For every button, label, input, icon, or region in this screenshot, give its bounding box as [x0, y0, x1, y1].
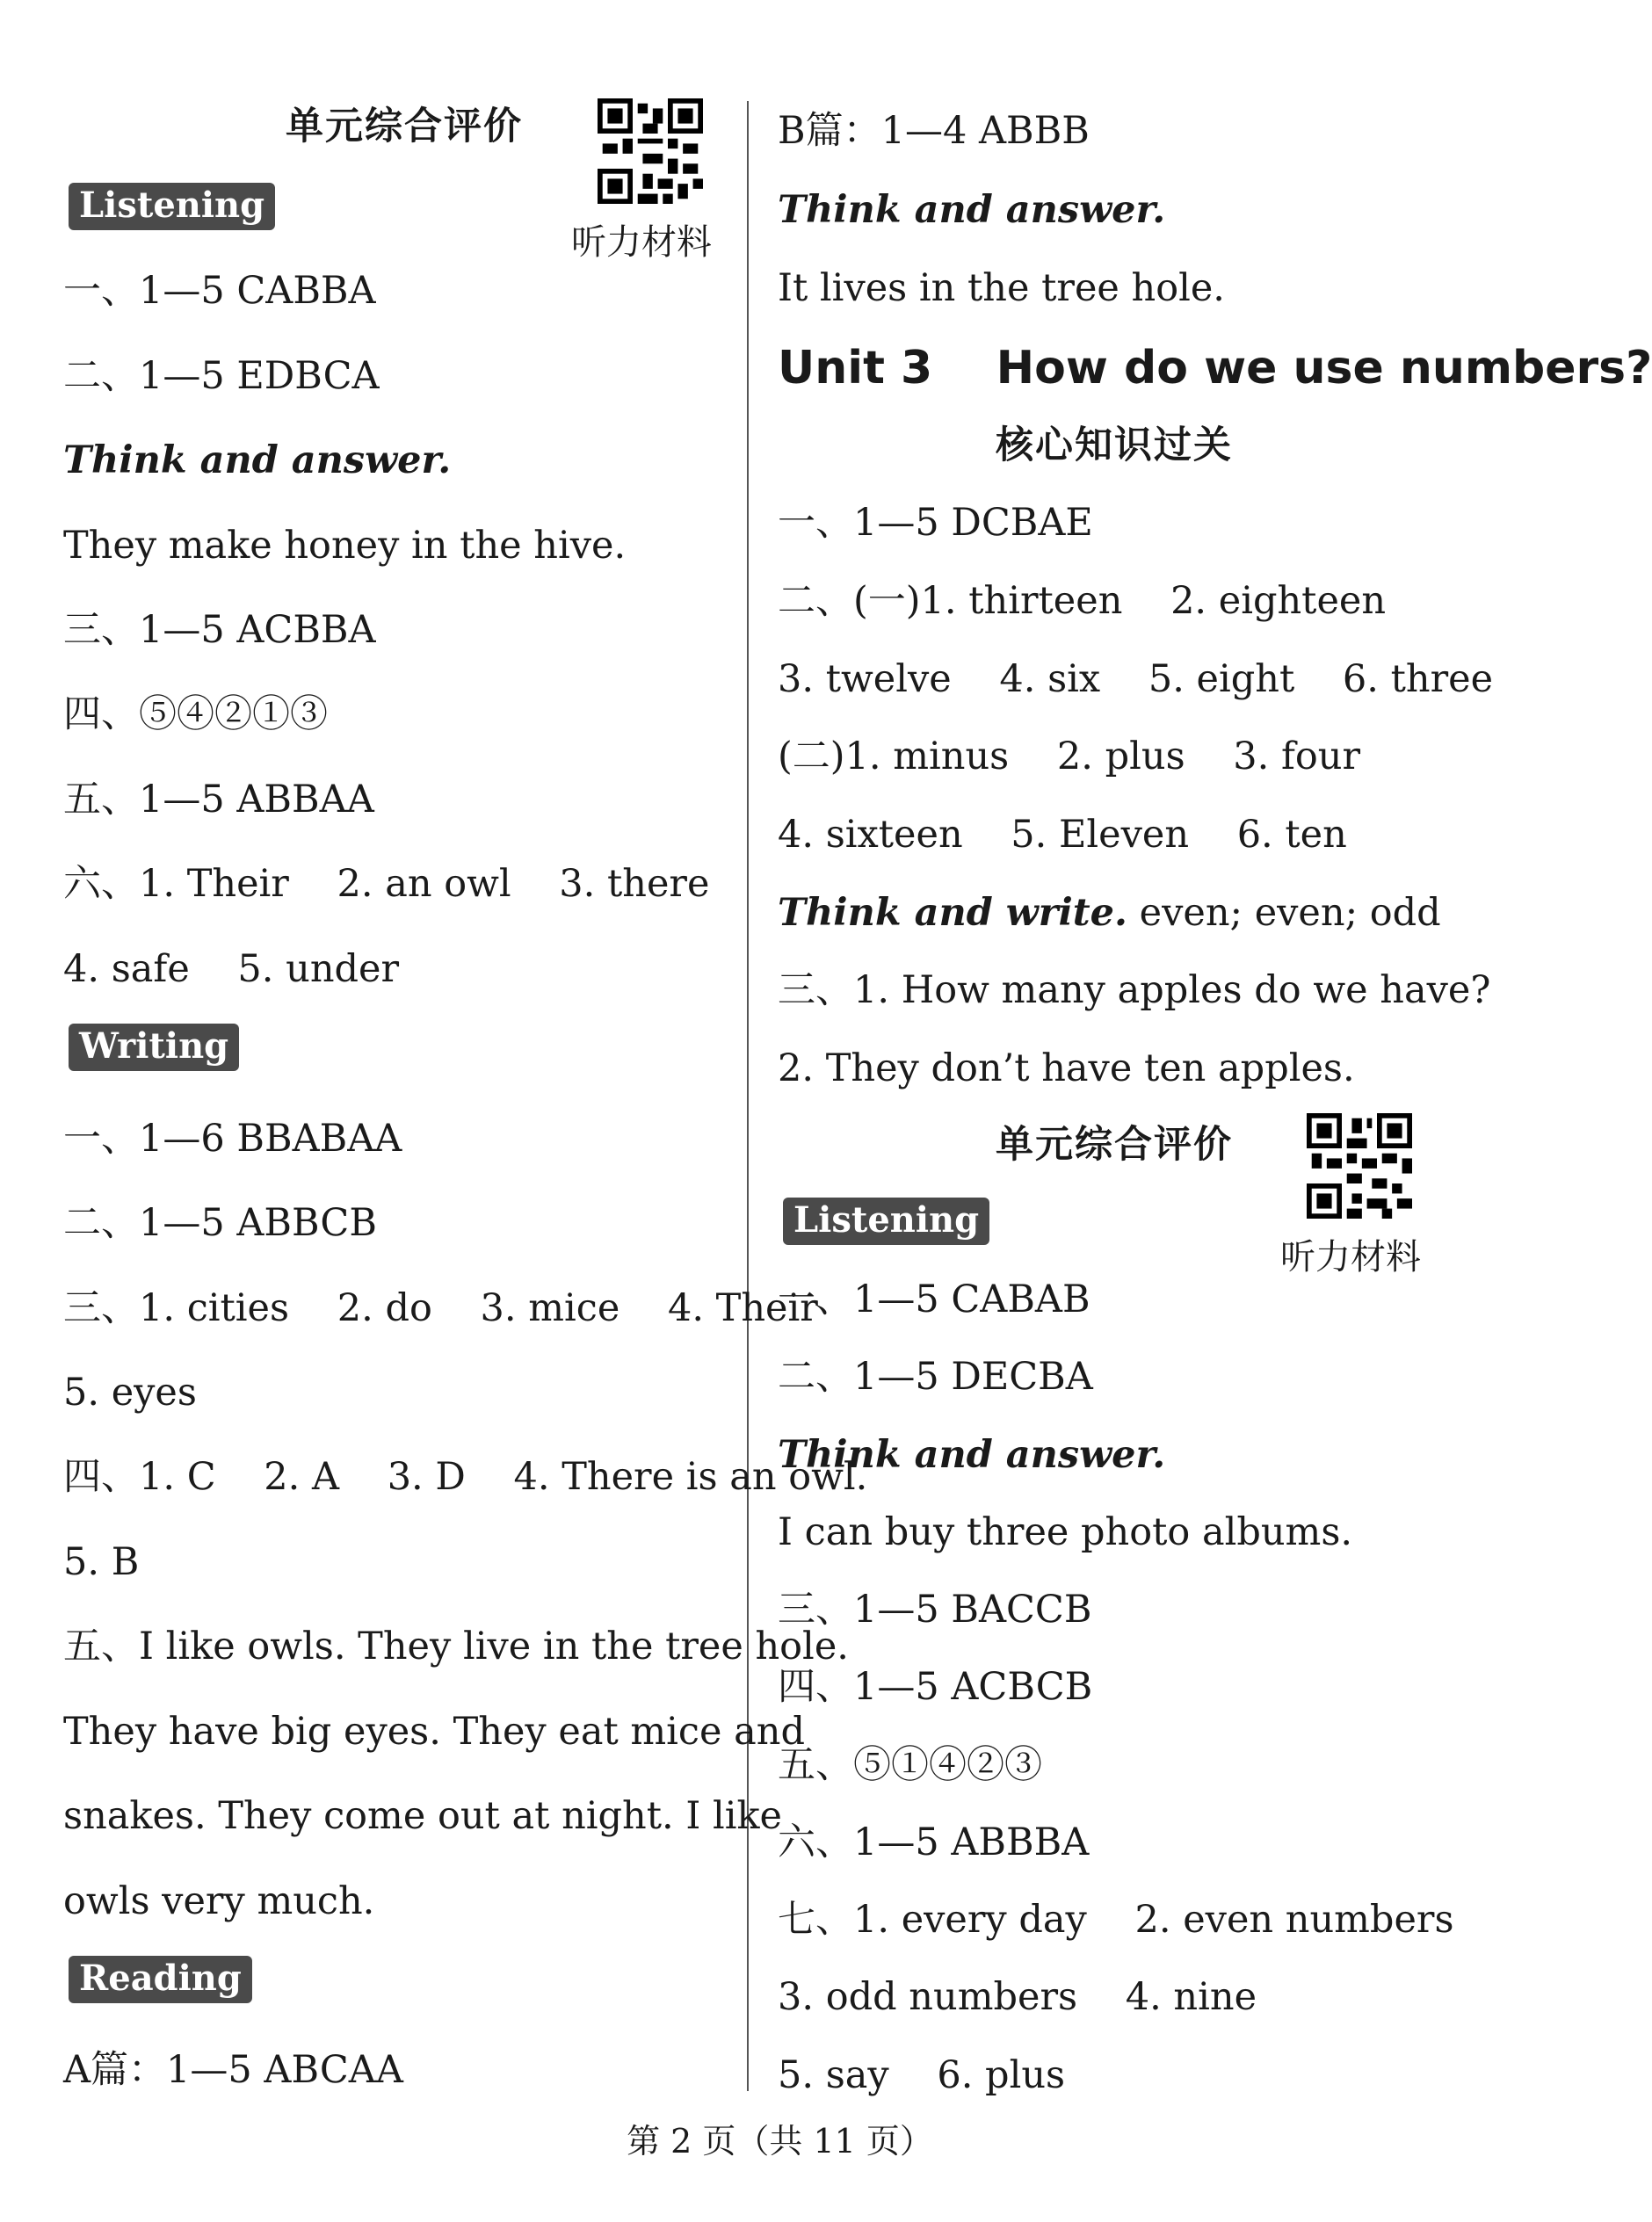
answer-line: 三、1. cities 2. do 3. mice 4. Their: [63, 1286, 818, 1330]
answer-line: 四、1—5 ACBCB: [778, 1665, 1093, 1709]
paragraph-line: snakes. They come out at night. I like: [63, 1794, 783, 1838]
unit-evaluation-title: 单元综合评价: [286, 105, 523, 148]
answer-line: 七、1. every day 2. even numbers: [778, 1898, 1454, 1942]
answer-line: B篇：1—4 ABBB: [778, 109, 1090, 153]
think-and-answer-heading: Think and answer.: [778, 188, 1166, 232]
listening-badge: Listening: [783, 1198, 989, 1245]
unit-heading: Unit 3 How do we use numbers?: [778, 342, 1652, 394]
page-number: 第 2 页（共 11 页）: [627, 2122, 933, 2160]
writing-badge: Writing: [69, 1024, 239, 1071]
answer-line: 一、1—5 CABBA: [63, 269, 376, 313]
qr-code-icon: [598, 98, 703, 204]
answer-line: I can buy three photo albums.: [778, 1510, 1353, 1554]
answer-line: 三、1—5 BACCB: [778, 1588, 1092, 1632]
answer-line: 五、⑤①④②③: [778, 1743, 1042, 1787]
unit-evaluation-title: 单元综合评价: [996, 1123, 1233, 1167]
answer-line: 一、1—6 BBABAA: [63, 1117, 402, 1161]
qr-code-icon: [1307, 1113, 1412, 1219]
think-and-write-heading: Think and write.: [778, 891, 1127, 935]
answer-line: 三、1—5 ACBBA: [63, 608, 376, 652]
answer-line: 五、1—5 ABBAA: [63, 778, 374, 821]
core-knowledge-title: 核心知识过关: [996, 423, 1233, 467]
think-and-write-line: [778, 891, 1441, 935]
qr-caption: 听力材料: [571, 222, 712, 263]
answer-line: (二)1. minus 2. plus 3. four: [778, 735, 1361, 778]
think-and-answer-heading: Think and answer.: [778, 1433, 1166, 1477]
answer-line: 5. eyes: [63, 1371, 197, 1415]
qr-caption: 听力材料: [1280, 1237, 1421, 1277]
answer-line: 二、1—5 DECBA: [778, 1355, 1093, 1399]
answer-line: 二、1—5 ABBCB: [63, 1201, 377, 1245]
answer-line: 2. They don’t have ten apples.: [778, 1046, 1355, 1090]
answer-line: 二、1—5 EDBCA: [63, 354, 380, 398]
answer-line: 六、1. Their 2. an owl 3. there: [63, 862, 710, 906]
answer-line: They make honey in the hive.: [63, 524, 627, 568]
paragraph-line: owls very much.: [63, 1879, 375, 1923]
think-and-answer-heading: Think and answer.: [63, 438, 452, 482]
think-and-write-answer: even; even; odd: [1127, 891, 1441, 935]
column-divider: [747, 101, 749, 2091]
answer-line: 5. say 6. plus: [778, 2053, 1066, 2097]
reading-badge: Reading: [69, 1956, 252, 2003]
answer-line: 3. odd numbers 4. nine: [778, 1975, 1257, 2019]
answer-line: 4. safe 5. under: [63, 947, 400, 991]
answer-line: 二、(一)1. thirteen 2. eighteen: [778, 579, 1387, 623]
answer-line: 六、1—5 ABBBA: [778, 1820, 1090, 1864]
answer-line: 4. sixteen 5. Eleven 6. ten: [778, 813, 1347, 857]
answer-line: 一、1—5 DCBAE: [778, 501, 1093, 545]
listening-badge: Listening: [69, 183, 275, 230]
answer-line: 四、⑤④②①③: [63, 692, 328, 736]
paragraph-line: 五、I like owls. They live in the tree hole.: [63, 1625, 849, 1668]
answer-line: 5. B: [63, 1540, 140, 1584]
answer-line: A篇：1—5 ABCAA: [63, 2048, 403, 2092]
answer-line: It lives in the tree hole.: [778, 266, 1225, 310]
answer-line: 3. twelve 4. six 5. eight 6. three: [778, 657, 1494, 701]
answer-line: 四、1. C 2. A 3. D 4. There is an owl.: [63, 1455, 868, 1499]
answer-line: 三、1. How many apples do we have?: [778, 968, 1491, 1012]
answer-line: 一、1—5 CABAB: [778, 1277, 1090, 1321]
paragraph-line: They have big eyes. They eat mice and: [63, 1710, 805, 1754]
